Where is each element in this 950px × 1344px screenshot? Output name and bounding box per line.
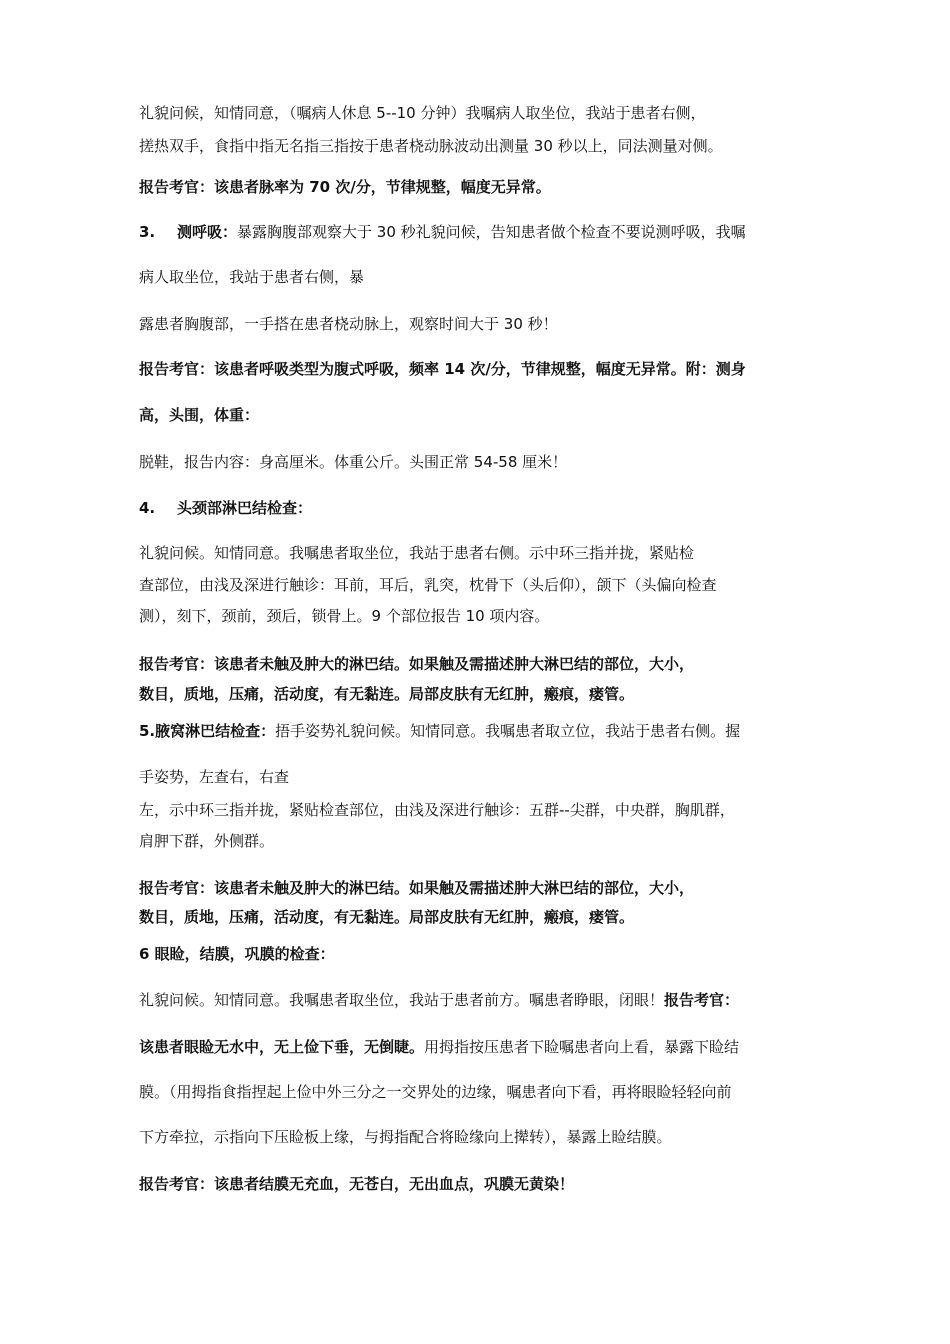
- section-5-line: [139, 721, 850, 741]
- text-line: 膜。（用拇指食指捏起上俭中外三分之一交界处的边缘，嘱患者向下看，再将眼睑轻轻向前: [139, 1083, 732, 1101]
- report-line: 报告考官：该患者脉率为 70 次/分，节律规整，幅度无异常。: [139, 178, 551, 196]
- text-line: 搓热双手，食指中指无名指三指按于患者桡动脉波动出测量 30 秒以上，同法测量对侧。: [139, 137, 723, 155]
- text-line: 脱鞋，报告内容：身高厘米。体重公斤。头围正常 54-58 厘米！: [139, 453, 568, 471]
- text-line: 礼貌问候。知情同意。我嘱患者取坐位，我站于患者右侧。示中环三指并拢，紧贴检: [139, 544, 695, 562]
- section-heading: 5.腋窝淋巴结检查：: [139, 722, 276, 740]
- text-line: 测），刻下，颈前，颈后，锁骨上。9 个部位报告 10 项内容。: [139, 607, 550, 625]
- report-label: 报告考官：: [664, 991, 740, 1009]
- text-line: 左，示中环三指并拢，紧贴检查部位，由浅及深进行触诊：五群--尖群，中央群，胸肌群，: [139, 801, 735, 819]
- section-3-line: [139, 222, 850, 242]
- report-line: 报告考官：该患者结膜无充血，无苍白，无出血点，巩膜无黄染！: [139, 1175, 575, 1193]
- section-heading: 测呼吸：: [177, 223, 238, 241]
- section-text: 礼貌问候。知情同意。我嘱患者取坐位，我站于患者前方。嘱患者睁眼，闭眼！: [139, 991, 665, 1009]
- section-heading: 头颈部淋巴结检查：: [177, 499, 313, 517]
- section-text: 暴露胸腹部观察大于 30 秒礼貌问候，告知患者做个检查不要说测呼吸，我嘱: [237, 223, 746, 241]
- report-line: 数目，质地，压痛，活动度，有无黏连。局部皮肤有无红肿，瘢痕，瘘管。: [139, 908, 635, 926]
- report-text: 该患者眼睑无水中，无上俭下垂，无倒睫。: [139, 1038, 425, 1056]
- report-line: 报告考官：该患者未触及肿大的淋巴结。如果触及需描述肿大淋巴结的部位，大小，: [139, 655, 695, 673]
- text-line: 下方牵拉，示指向下压睑板上缘，与拇指配合将睑缘向上撵转），暴露上睑结膜。: [139, 1128, 672, 1146]
- report-line: 数目，质地，压痛，活动度，有无黏连。局部皮肤有无红肿，瘢痕，瘘管。: [139, 685, 635, 703]
- report-line: 高，头围，体重：: [139, 406, 260, 424]
- report-line: 报告考官：该患者呼吸类型为腹式呼吸，频率 14 次/分，节律规整，幅度无异常。附：测身: [139, 360, 746, 378]
- text-line: [139, 990, 850, 1010]
- text-line: 露患者胸腹部，一手搭在患者桡动脉上，观察时间大于 30 秒！: [139, 315, 558, 333]
- text-line: 手姿势，左查右，右查: [139, 768, 290, 786]
- section-number: 4.: [139, 499, 156, 517]
- section-text: 捂手姿势礼貌问候。知情同意。我嘱患者取立位，我站于患者右侧。握: [275, 722, 741, 740]
- section-text: 用拇指按压患者下睑嘱患者向上看，暴露下睑结: [424, 1038, 740, 1056]
- section-4-line: [139, 498, 850, 518]
- section-6-heading: 6 眼睑，结膜，巩膜的检查：: [139, 945, 335, 963]
- text-line: 查部位，由浅及深进行触诊：耳前，耳后，乳突，枕骨下（头后仰），颌下（头偏向检查: [139, 576, 717, 594]
- text-line: [139, 1037, 850, 1057]
- text-line: 肩胛下群，外侧群。: [139, 832, 275, 850]
- text-line: 礼貌问候，知情同意，（嘱病人休息 5--10 分钟）我嘱病人取坐位，我站于患者右侧，: [139, 104, 706, 122]
- section-number: 3.: [139, 223, 156, 241]
- text-line: 病人取坐位，我站于患者右侧，暴: [139, 268, 365, 286]
- report-line: 报告考官：该患者未触及肿大的淋巴结。如果触及需描述肿大淋巴结的部位，大小，: [139, 879, 695, 897]
